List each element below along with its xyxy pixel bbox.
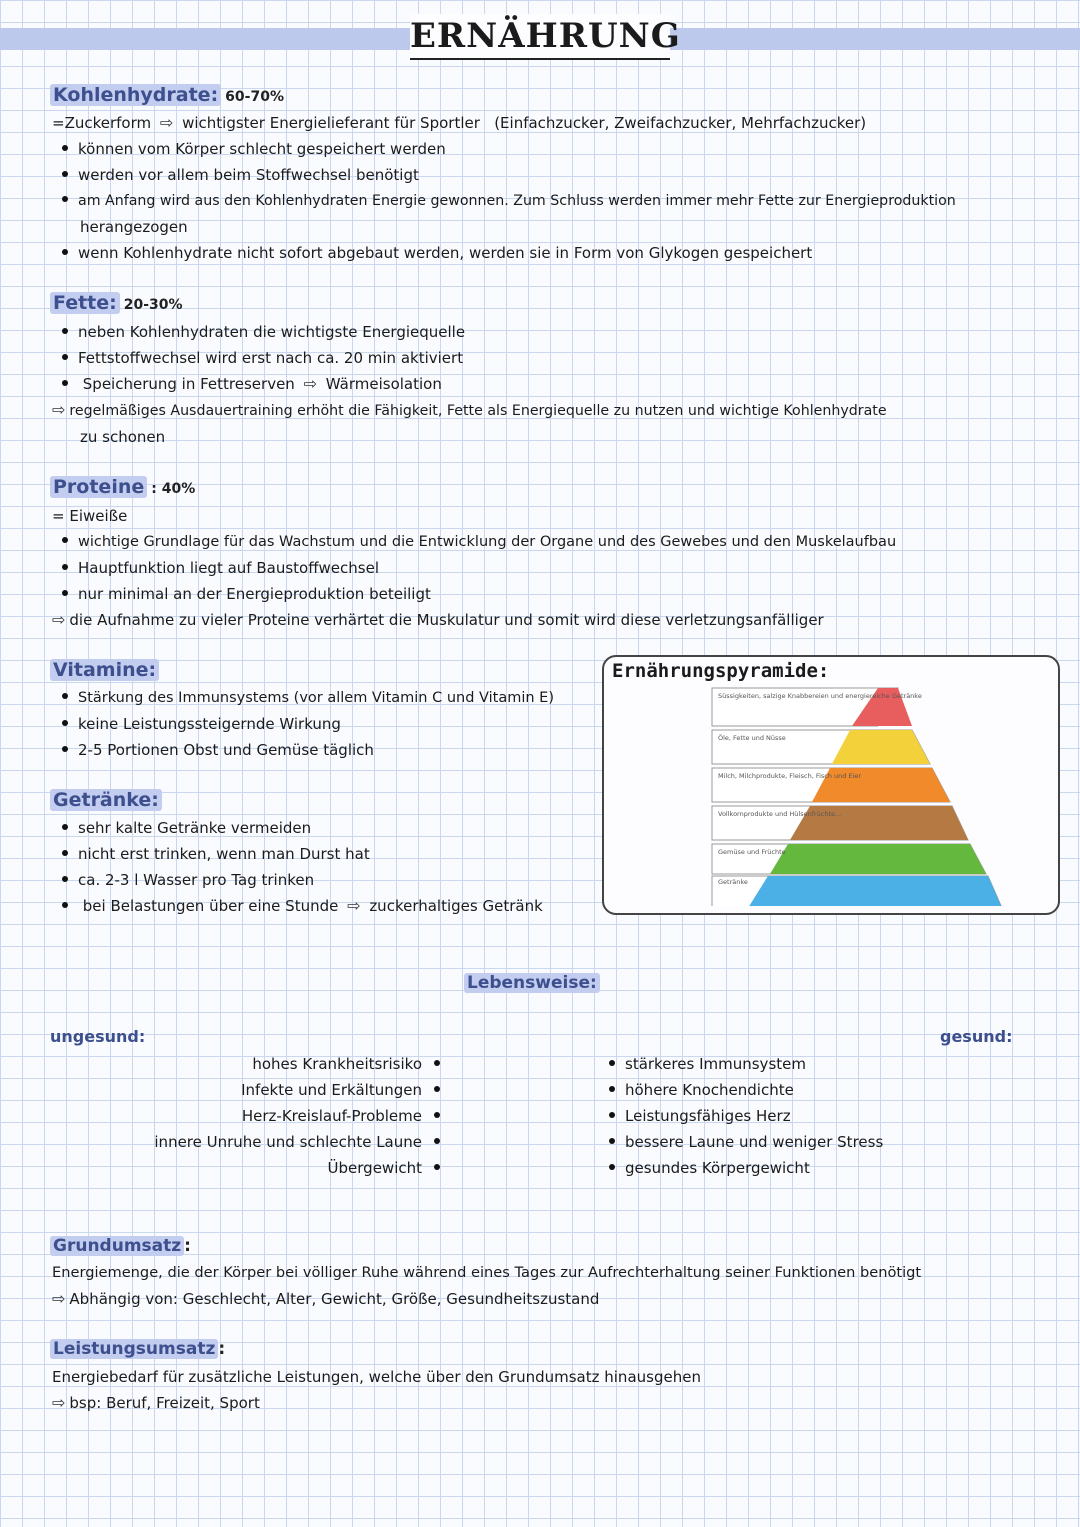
list-item: Hauptfunktion liegt auf Baustoffwechsel [52, 555, 1062, 581]
proteine-section [52, 503, 1062, 633]
list-item: neben Kohlenhydraten die wichtigste Energiequelle [52, 319, 1062, 345]
arrow-right-icon: ⇨ [159, 113, 174, 132]
pyramid-label-5: Gemüse und Früchte [718, 848, 786, 856]
pyramid-label-4: Vollkornprodukte und Hülsenfrüchte... [718, 810, 842, 818]
arrow-right-icon: ⇨ [52, 400, 66, 419]
list-item: Leistungsfähiges Herz [609, 1103, 1009, 1129]
list-item: 2-5 Portionen Obst und Gemüse täglich [52, 737, 597, 763]
arrow-right-icon: ⇨ [52, 1289, 66, 1308]
list-item: können vom Körper schlecht gespeichert werden [52, 136, 1062, 162]
arrow-item: ⇨ Abhängig von: Geschlecht, Alter, Gewicht, Größe, Gesundheitszustand [52, 1289, 600, 1308]
list-item: bei Belastungen über eine Stunde ⇨ zuckerhaltiges Getränk [52, 893, 597, 919]
kohlenhydrate-heading: Kohlenhydrate: 60-70% [50, 84, 284, 106]
list-item: Fettstoffwechsel wird erst nach ca. 20 min aktiviert [52, 345, 1062, 371]
leistungsumsatz-heading: Leistungsumsatz : [50, 1339, 225, 1359]
gesund-list [609, 1051, 1009, 1181]
list-item: ca. 2-3 l Wasser pro Tag trinken [52, 867, 597, 893]
ungesund-label: ungesund: [50, 1027, 146, 1046]
list-item: Speicherung in Fettreserven ⇨ Wärmeisolation [52, 371, 1062, 397]
grundumsatz-section [52, 1260, 1062, 1312]
arrow-item: ⇨ bsp: Beruf, Freizeit, Sport [52, 1393, 260, 1412]
list-item: wichtige Grundlage für das Wachstum und die Entwicklung der Organe und des Gewebes und den Muskelaufbau [52, 529, 1062, 555]
pyramid-label-1: Süssigkeiten, salzige Knabbereien und energiereiche Getränke [718, 692, 922, 700]
list-item: hohes Krankheitsrisiko [100, 1051, 440, 1077]
list-item: nicht erst trinken, wenn man Durst hat [52, 841, 597, 867]
leistungsumsatz-text: Energiebedarf für zusätzliche Leistungen, welche über den Grundumsatz hinausgehen [52, 1368, 701, 1386]
list-item: nur minimal an der Energieproduktion beteiligt [52, 581, 1062, 607]
getraenke-section [52, 815, 597, 919]
pyramid-label-6: Getränke [718, 878, 748, 886]
list-item: gesundes Körpergewicht [609, 1155, 1009, 1181]
page-title: ERNÄHRUNG [410, 14, 670, 60]
ungesund-list [100, 1051, 440, 1181]
food-pyramid [612, 684, 1052, 906]
list-item: stärkeres Immunsystem [609, 1051, 1009, 1077]
arrow-right-icon: ⇨ [52, 1393, 66, 1412]
kohlenhydrate-section [52, 110, 1062, 266]
list-item: am Anfang wird aus den Kohlenhydraten Energie gewonnen. Zum Schluss werden immer mehr Fette zur Energieproduktion [52, 188, 1062, 214]
list-item: höhere Knochendichte [609, 1077, 1009, 1103]
gesund-label: gesund: [940, 1027, 1013, 1046]
list-item: innere Unruhe und schlechte Laune [100, 1129, 440, 1155]
list-item: werden vor allem beim Stoffwechsel benötigt [52, 162, 1062, 188]
list-item: Infekte und Erkältungen [100, 1077, 440, 1103]
pyramid-level-5-fill [770, 844, 986, 874]
arrow-right-icon: ⇨ [303, 374, 317, 393]
list-item: Herz-Kreislauf-Probleme [100, 1103, 440, 1129]
vitamine-heading: Vitamine: [50, 659, 159, 681]
arrow-item: ⇨ regelmäßiges Ausdauertraining erhöht die Fähigkeit, Fette als Energiequelle zu nutzen und wichtige Kohlenhydrate [52, 400, 887, 419]
pyramid-label-2: Öle, Fette und Nüsse [718, 734, 786, 742]
fette-section [52, 319, 1062, 450]
pyramid-title: Ernährungspyramide: [612, 660, 830, 682]
arrow-right-icon: ⇨ [347, 896, 361, 915]
vitamine-section [52, 685, 597, 763]
arrow-right-icon: ⇨ [52, 610, 66, 629]
grundumsatz-heading: Grundumsatz : [50, 1236, 191, 1256]
arrow-item: ⇨ die Aufnahme zu vieler Proteine verhärtet die Muskulatur und somit wird diese verletzungsanfälliger [52, 610, 824, 629]
list-item: bessere Laune und weniger Stress [609, 1129, 1009, 1155]
list-item: keine Leistungssteigernde Wirkung [52, 711, 597, 737]
lebensweise-heading: Lebensweise: [464, 973, 600, 993]
getraenke-heading: Getränke: [50, 789, 162, 811]
list-item: Übergewicht [100, 1155, 440, 1181]
pyramid-label-3: Milch, Milchprodukte, Fleisch, Fisch und Eier [718, 772, 862, 780]
fette-heading: Fette: 20-30% [50, 292, 183, 314]
proteine-line0: = Eiweiße [52, 507, 128, 525]
list-item: Stärkung des Immunsystems (vor allem Vitamin C und Vitamin E) [52, 685, 597, 711]
proteine-heading: Proteine : 40% [50, 476, 195, 498]
list-item: wenn Kohlenhydrate nicht sofort abgebaut werden, werden sie in Form von Glykogen gespeichert [52, 240, 1062, 266]
pyramid-level-6-fill [748, 876, 1002, 906]
kohlenhydrate-line0: =Zuckerform ⇨ wichtigster Energielieferant für Sportler (Einfachzucker, Zweifachzucker, Mehrfachzucker) [52, 113, 867, 132]
leistungsumsatz-section [52, 1364, 1062, 1416]
arrow-item-cont: zu schonen [80, 428, 166, 446]
grundumsatz-text: Energiemenge, die der Körper bei völliger Ruhe während eines Tages zur Aufrechterhaltung seiner Funktionen benötigt [52, 1264, 922, 1281]
list-item: sehr kalte Getränke vermeiden [52, 815, 597, 841]
list-item-cont: herangezogen [80, 218, 188, 236]
